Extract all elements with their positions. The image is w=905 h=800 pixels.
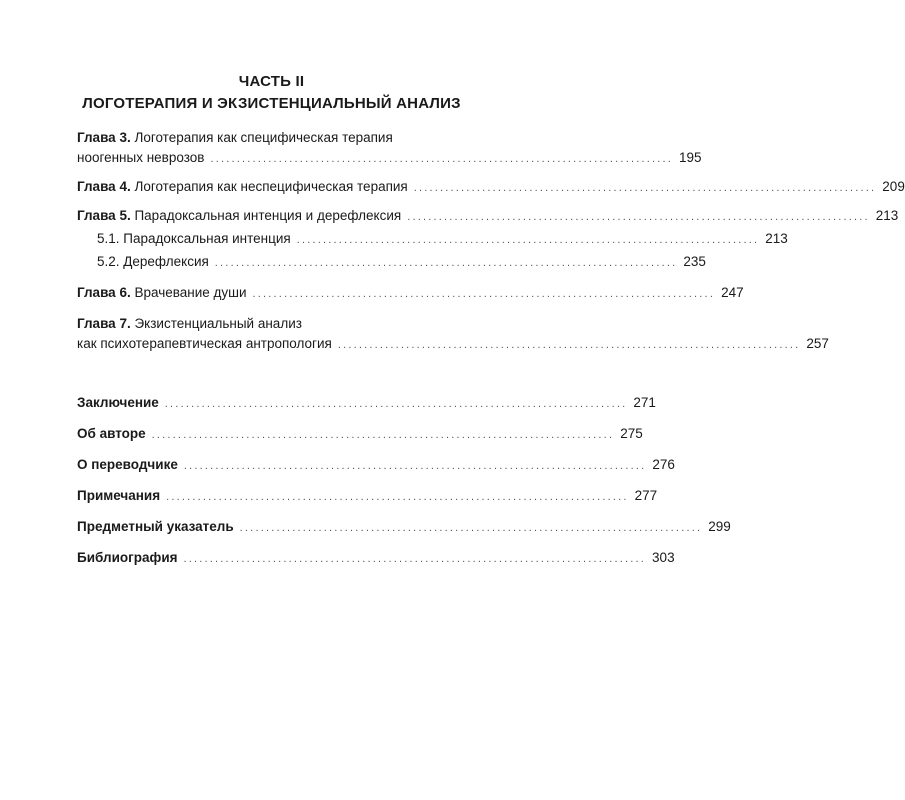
- page-number: 213: [765, 231, 788, 246]
- toc-entry-section-5-2[interactable]: [97, 252, 706, 272]
- section-title: 5.2. Дерефлексия: [97, 254, 209, 269]
- toc-entry-notes[interactable]: [77, 486, 658, 506]
- chapter-prefix: Глава 3.: [77, 130, 131, 145]
- page-number: 276: [652, 457, 675, 472]
- chapter-prefix: Глава 6.: [77, 285, 131, 300]
- dot-leader: ........................................................................................: [214, 257, 678, 269]
- section-title: 5.1. Парадоксальная интенция: [97, 231, 291, 246]
- dot-leader: ........................................................................................: [183, 553, 647, 565]
- backmatter-title: Об авторе: [77, 426, 146, 441]
- toc-entry-conclusion[interactable]: [77, 393, 656, 413]
- chapter-prefix: Глава 5.: [77, 208, 131, 223]
- dot-leader: ........................................................................................: [407, 211, 870, 223]
- backmatter-title: Библиография: [77, 550, 178, 565]
- toc-entry-subject-index[interactable]: [77, 517, 731, 537]
- dot-leader: ........................................................................................: [151, 429, 615, 441]
- page-number: 299: [708, 519, 731, 534]
- toc-entry-section-5-1[interactable]: [97, 229, 788, 249]
- part-number: ЧАСТЬ II: [238, 73, 305, 90]
- chapter-title-line2: ноогенных неврозов: [77, 150, 205, 165]
- page-number: 209: [882, 179, 905, 194]
- toc-entry-chapter-4[interactable]: [77, 177, 905, 197]
- chapter-title: Врачевание души: [130, 285, 247, 300]
- chapter-prefix: Глава 7.: [77, 316, 131, 331]
- dot-leader: ........................................................................................: [252, 288, 716, 300]
- dot-leader: ........................................................................................: [210, 153, 673, 165]
- dot-leader: ........................................................................................: [166, 491, 629, 503]
- page-number: 303: [652, 550, 675, 565]
- backmatter-title: Примечания: [77, 488, 161, 503]
- backmatter-title: Заключение: [77, 395, 159, 410]
- page-number: 257: [806, 336, 829, 351]
- toc-entry-about-author[interactable]: [77, 424, 643, 444]
- chapter-title-line1: Экзистенциальный анализ: [130, 316, 302, 331]
- page-number: 277: [634, 488, 658, 503]
- toc-entry-chapter-6[interactable]: [77, 283, 744, 303]
- chapter-title-line2: как психотерапевтическая антропология: [77, 336, 332, 351]
- toc-entry-chapter-5[interactable]: [77, 206, 899, 226]
- backmatter-title: О переводчике: [77, 457, 178, 472]
- toc-entry-chapter-3[interactable]: [77, 128, 466, 148]
- toc-entry-chapter-7-cont[interactable]: [77, 334, 829, 354]
- part-title: ЛОГОТЕРАПИЯ И ЭКЗИСТЕНЦИАЛЬНЫЙ АНАЛИЗ: [82, 95, 461, 112]
- page-number: 195: [679, 150, 702, 165]
- dot-leader: ........................................................................................: [239, 522, 703, 534]
- page-number: 275: [620, 426, 643, 441]
- chapter-title: Логотерапия как неспецифическая терапия: [130, 179, 408, 194]
- chapter-title: Парадоксальная интенция и дерефлексия: [130, 208, 402, 223]
- page-number: 247: [721, 285, 744, 300]
- dot-leader: ........................................................................................: [164, 398, 628, 410]
- part-heading: [0, 71, 543, 115]
- toc-entry-about-translator[interactable]: [77, 455, 675, 475]
- toc-entry-chapter-7[interactable]: [77, 314, 466, 334]
- dot-leader: ........................................................................................: [296, 234, 760, 246]
- chapter-prefix: Глава 4.: [77, 179, 131, 194]
- toc-entry-chapter-3-cont[interactable]: [77, 148, 702, 168]
- page-number: 235: [683, 254, 706, 269]
- dot-leader: ........................................................................................: [337, 339, 801, 351]
- chapter-title-line1: Логотерапия как специфическая терапия: [130, 130, 393, 145]
- backmatter-title: Предметный указатель: [77, 519, 234, 534]
- page-number: 271: [633, 395, 656, 410]
- dot-leader: ........................................................................................: [413, 182, 877, 194]
- toc-entry-bibliography[interactable]: [77, 548, 675, 568]
- page-number: 213: [875, 208, 899, 223]
- dot-leader: ........................................................................................: [183, 460, 647, 472]
